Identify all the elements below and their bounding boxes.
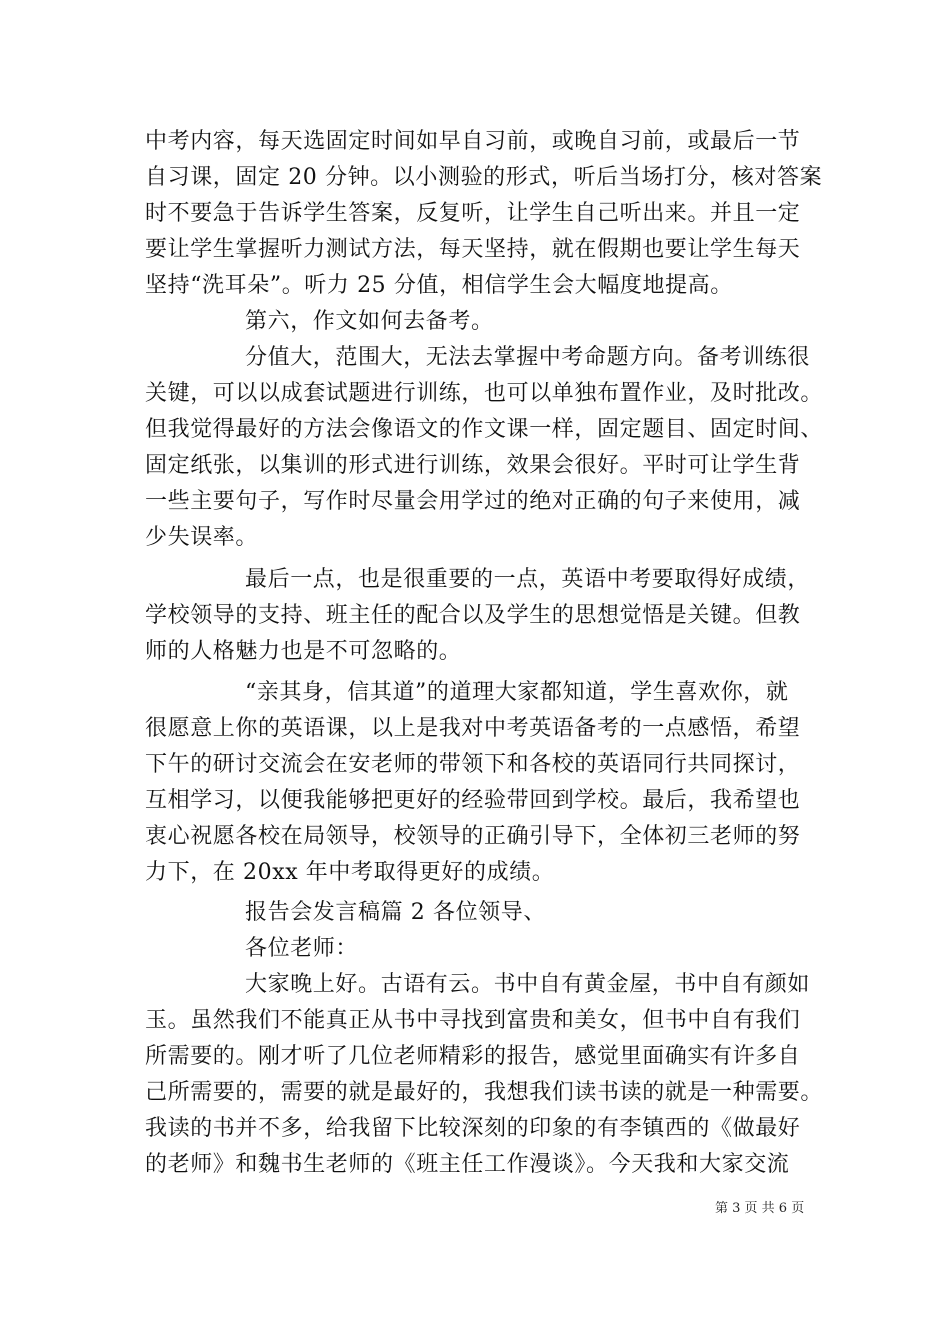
text-line: 很愿意上你的英语课，以上是我对中考英语备考的一点感悟，希望 xyxy=(145,716,801,741)
section-heading: 第六，作文如何去备考。 xyxy=(245,309,494,334)
text-line: 分值大，范围大，无法去掌握中考命题方向。备考训练很 xyxy=(245,345,811,370)
text-line: 所需要的。刚才听了几位老师精彩的报告，感觉里面确实有许多自 xyxy=(145,1044,801,1069)
text-line: 一些主要句子，写作时尽量会用学过的绝对正确的句子来使用，减 xyxy=(145,489,801,514)
salutation: 各位老师： xyxy=(245,936,359,961)
text-line: 时不要急于告诉学生答案，反复听，让学生自己听出来。并且一定 xyxy=(145,201,801,226)
text-line: 互相学习，以便我能够把更好的经验带回到学校。最后，我希望也 xyxy=(145,788,801,813)
text-line: 要让学生掌握听力测试方法，每天坚持，就在假期也要让学生每天 xyxy=(145,237,801,262)
text-line: 衷心祝愿各校在局领导，校领导的正确引导下，全体初三老师的努 xyxy=(145,824,801,849)
text-line: “亲其身，信其道”的道理大家都知道，学生喜欢你，就 xyxy=(245,680,789,705)
text-line: 学校领导的支持、班主任的配合以及学生的思想觉悟是关键。但教 xyxy=(145,603,801,628)
text-line: 师的人格魅力也是不可忽略的。 xyxy=(145,639,462,664)
text-line: 坚持“洗耳朵”。听力 25 分值，相信学生会大幅度地提高。 xyxy=(145,273,733,298)
text-line: 的老师》和魏书生老师的《班主任工作漫谈》。今天我和大家交流 xyxy=(145,1152,790,1177)
text-line: 大家晚上好。古语有云。书中自有黄金屋，书中自有颜如 xyxy=(245,972,811,997)
text-line: 自习课，固定 20 分钟。以小测验的形式，听后当场打分，核对答案 xyxy=(145,165,823,190)
text-line: 玉。虽然我们不能真正从书中寻找到富贵和美女，但书中自有我们 xyxy=(145,1008,801,1033)
text-line: 固定纸张，以集训的形式进行训练，效果会很好。平时可让学生背 xyxy=(145,453,801,478)
text-line: 中考内容，每天选固定时间如早自习前，或晚自习前，或最后一节 xyxy=(145,129,801,154)
text-line: 但我觉得最好的方法会像语文的作文课一样，固定题目、固定时间、 xyxy=(145,417,824,442)
text-line: 关键，可以以成套试题进行训练，也可以单独布置作业，及时批改。 xyxy=(145,381,824,406)
text-line: 力下，在 20xx 年中考取得更好的成绩。 xyxy=(145,860,555,885)
text-line: 下午的研讨交流会在安老师的带领下和各校的英语同行共同探讨， xyxy=(145,752,801,777)
section-heading: 报告会发言稿篇 2 各位领导、 xyxy=(245,900,546,925)
text-line: 少失误率。 xyxy=(145,525,259,550)
text-line: 己所需要的，需要的就是最好的，我想我们读书读的就是一种需要。 xyxy=(145,1080,824,1105)
page-number: 第 3 页 共 6 页 xyxy=(715,1201,805,1216)
text-line: 我读的书并不多，给我留下比较深刻的印象的有李镇西的《做最好 xyxy=(145,1116,801,1141)
text-line: 最后一点，也是很重要的一点，英语中考要取得好成绩， xyxy=(245,567,811,592)
